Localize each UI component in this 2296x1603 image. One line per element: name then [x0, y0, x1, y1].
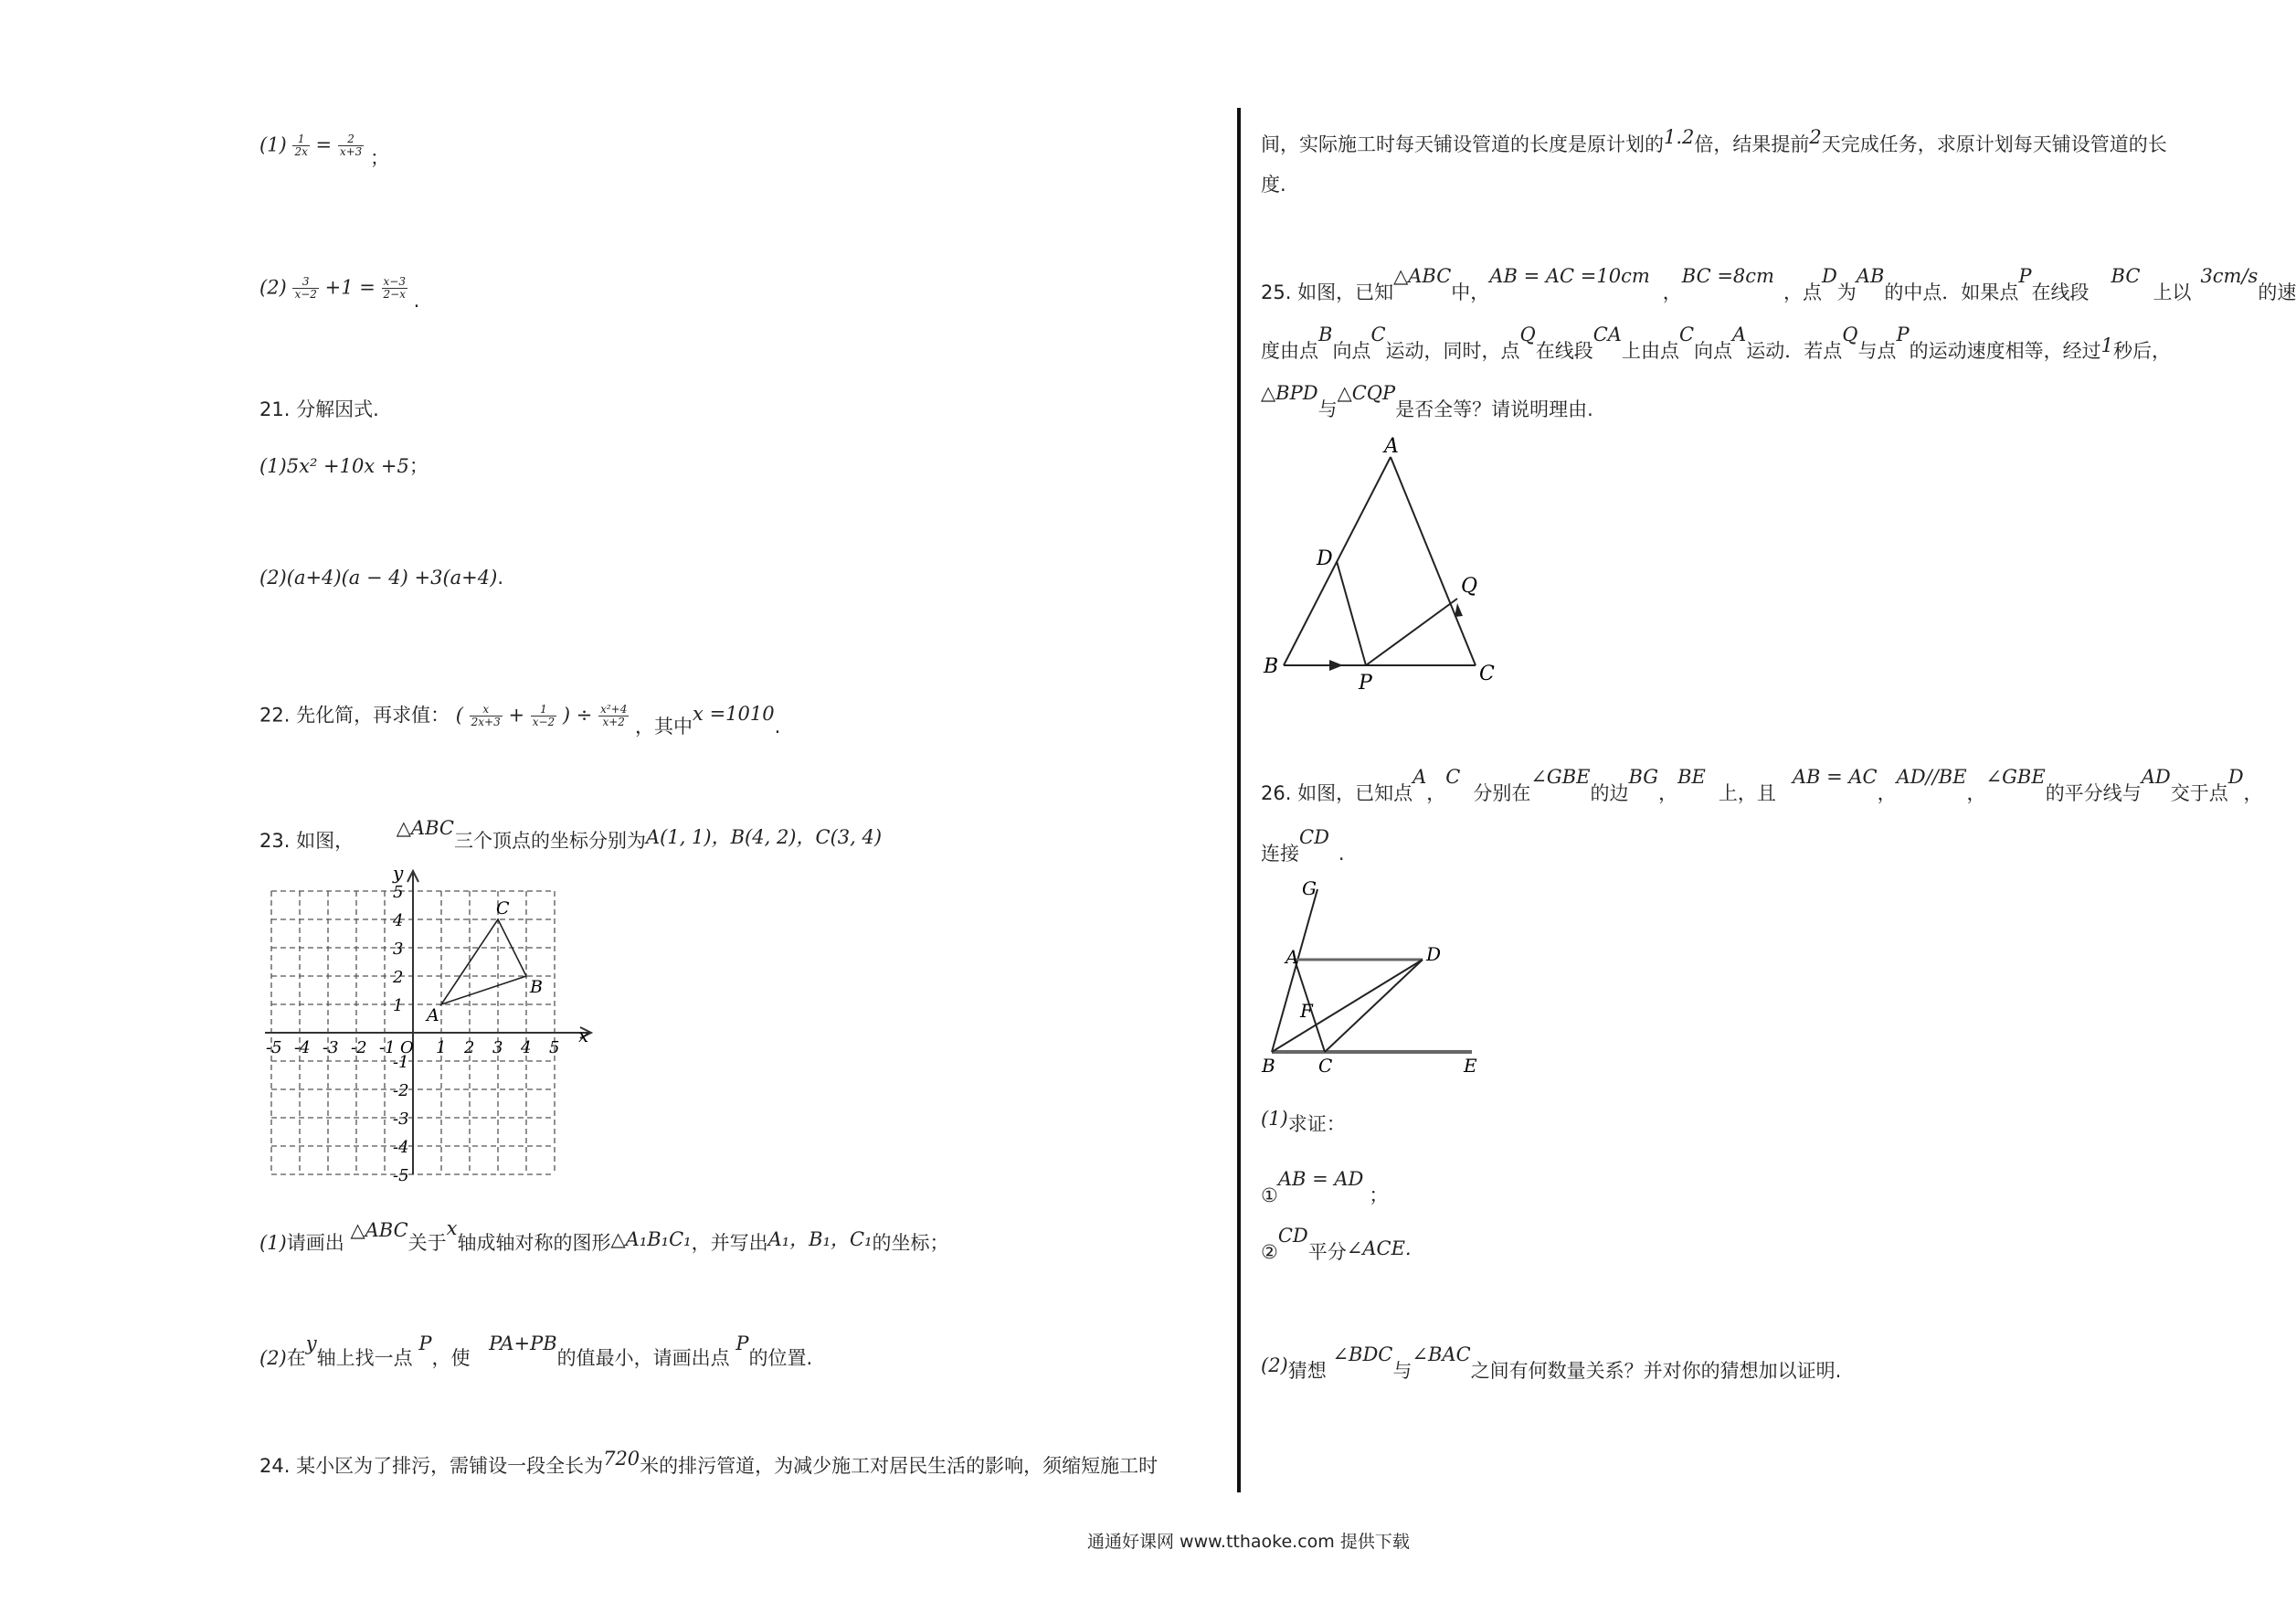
angle-gbe: ∠GBE — [1530, 766, 1591, 788]
text: ，并写出 — [691, 1232, 768, 1254]
equals: = — [315, 133, 333, 156]
q21-part1 — [259, 455, 429, 478]
q21-part2 — [259, 567, 503, 589]
text: 间，实际施工时每天铺设管道的长度是原计划的 — [1261, 133, 1664, 155]
text: 关于 — [407, 1232, 447, 1254]
triangle-cqp: △CQP — [1337, 382, 1396, 404]
q26-claim2 — [1261, 1225, 1412, 1264]
segment-bg: BG — [1628, 766, 1659, 788]
punct: ， — [1966, 782, 1986, 804]
figure-26-angle — [1256, 876, 1494, 1077]
point-b: B — [1318, 324, 1333, 345]
label-d: D — [1317, 547, 1333, 570]
point-p: P — [1896, 324, 1910, 345]
punct: . — [497, 567, 504, 589]
expression: PA+PB — [489, 1332, 557, 1354]
text: ，其中 — [635, 715, 693, 738]
q20-part1 — [259, 133, 389, 169]
text: 在 — [286, 1347, 306, 1369]
text: 的中点．如果点 — [1884, 281, 2019, 303]
speed: 3cm/s — [2200, 265, 2259, 287]
triangle-bpd: △BPD — [1261, 382, 1318, 404]
label-b: B — [1264, 655, 1279, 678]
x-tick-label: 2 — [464, 1038, 475, 1057]
point-c: C — [1370, 324, 1386, 345]
coordinate-grid — [260, 859, 608, 1185]
paren: ( — [455, 704, 463, 727]
text: 26. 如图，已知点 — [1261, 782, 1413, 804]
divide: ÷ — [576, 704, 593, 727]
triangle-name: △ABC — [1393, 265, 1452, 287]
arrow-bc — [1329, 660, 1343, 671]
footer: 通通好课网 www.tthaoke.com 提供下载 — [1087, 1532, 1410, 1552]
label-d: D — [1426, 943, 1442, 965]
text: 23. 如图， — [259, 830, 354, 852]
point-d: D — [1821, 265, 1837, 287]
figure-25-triangle — [1256, 430, 1512, 695]
punct: . — [774, 715, 781, 738]
label: (1) — [1261, 1108, 1288, 1130]
q20-part2-label: (2) — [259, 276, 287, 299]
segment-dp — [1337, 561, 1366, 665]
text: 上以 — [2153, 281, 2192, 303]
angle-ace: ∠ACE. — [1346, 1237, 1412, 1259]
triangle-abc — [441, 919, 526, 1004]
text: 向点 — [1332, 340, 1371, 362]
x-tick-label: 1 — [436, 1038, 447, 1057]
fraction: $\frac{1}{x-2}$ — [532, 703, 555, 729]
equation: AB = AD — [1277, 1168, 1364, 1190]
label-a: A — [1384, 435, 1399, 458]
text: 与 — [1317, 398, 1338, 420]
text: 轴成轴对称的图形 — [457, 1232, 611, 1254]
number: 2 — [1809, 126, 1822, 148]
q24-continued-line2: 度. — [1261, 174, 1286, 196]
segment-cd — [1325, 960, 1423, 1052]
label-b: B — [1262, 1055, 1275, 1077]
text: 交于点 — [2170, 782, 2228, 804]
segment-pq — [1366, 599, 1457, 665]
text: 米的排污管道，为减少施工对居民生活的影响，须缩短施工时 — [640, 1455, 1159, 1477]
label-c: C — [1318, 1055, 1333, 1077]
triangle-name: △ABC — [396, 817, 454, 839]
text: 在线段 — [2031, 281, 2090, 303]
label: (2) — [1261, 1354, 1288, 1376]
label-a: A — [1286, 946, 1299, 968]
number: 720 — [603, 1448, 640, 1470]
text: 度由点 — [1261, 340, 1318, 362]
y-tick-labels — [392, 883, 409, 1185]
number: 1 — [2100, 334, 2113, 356]
text: 运动．若点 — [1746, 340, 1843, 362]
y-tick-label: -3 — [393, 1109, 409, 1129]
y-tick-label: -1 — [393, 1053, 409, 1072]
punct: ， — [1783, 281, 1803, 303]
q26-claim1 — [1261, 1168, 1389, 1207]
y-tick-label: 1 — [393, 996, 404, 1015]
label-e: E — [1464, 1055, 1477, 1077]
plus-one: +1 = — [324, 276, 376, 299]
segment-ab: AB — [1856, 265, 1885, 287]
point-a: A — [1413, 766, 1427, 788]
points: A₁，B₁，C₁ — [767, 1228, 873, 1250]
q22 — [259, 702, 781, 738]
equation: AB = AC =10cm — [1489, 265, 1650, 287]
column-divider — [1237, 108, 1241, 1492]
punct: ； — [369, 146, 389, 169]
text: ，使 — [431, 1347, 471, 1369]
y-tick-label: -2 — [393, 1081, 409, 1100]
segment-ca: CA — [1592, 324, 1622, 345]
text: 轴上找一点 — [316, 1347, 413, 1369]
text: 之间有何数量关系？并对你的猜想加以证明. — [1470, 1360, 1842, 1382]
punct: ， — [1426, 782, 1446, 804]
text: 的值最小，请画出点 — [556, 1347, 730, 1369]
fraction: $\frac{x}{2x+3}$ — [471, 703, 501, 729]
fraction: $\frac{2}{x+3}$ — [339, 133, 363, 159]
text: 向点 — [1694, 340, 1733, 362]
text: 运动，同时，点 — [1385, 340, 1520, 362]
arrow-ca — [1455, 603, 1463, 617]
q20-part2 — [259, 275, 420, 312]
x-axis-label: x — [578, 1024, 589, 1046]
x-tick-label: -3 — [323, 1038, 339, 1057]
q23-part2 — [259, 1332, 813, 1370]
q25-line1 — [1261, 265, 2296, 304]
y-tick-label: 3 — [393, 940, 404, 959]
vertex-labels — [425, 898, 543, 1025]
coordinates: A(1, 1)，B(4, 2)，C(3, 4) — [645, 826, 883, 848]
condition: x =1010 — [693, 702, 775, 725]
point-c: C — [1445, 766, 1461, 788]
q23-lead — [259, 817, 883, 853]
punct: . — [413, 289, 420, 312]
q26-line2 — [1261, 826, 1345, 865]
punct: ， — [2243, 782, 2263, 804]
text: 的边 — [1590, 782, 1629, 804]
q24-continued-line1 — [1261, 126, 2167, 156]
y-axis-label: y — [393, 862, 404, 884]
angle-bdc: ∠BDC — [1332, 1343, 1393, 1365]
y-tick-label: 5 — [393, 883, 404, 902]
q23-part1 — [259, 1217, 949, 1255]
y-tick-label: -4 — [393, 1138, 409, 1157]
label-f: F — [1300, 1000, 1313, 1022]
segment-bc: BC — [2111, 265, 2141, 287]
text: 上由点 — [1621, 340, 1679, 362]
x-tick-label: -2 — [351, 1038, 367, 1057]
text: 平分 — [1307, 1241, 1347, 1263]
text: 25. 如图，已知 — [1261, 281, 1394, 303]
label: (2) — [259, 1347, 287, 1369]
y-tick-label: 2 — [393, 968, 404, 987]
q22-lead: 22. 先化简，再求值： — [259, 704, 450, 727]
punct: ， — [1658, 782, 1678, 804]
text: 中， — [1451, 281, 1490, 303]
expression: (2)(a+4)(a − 4) +3(a+4) — [259, 567, 498, 589]
x-tick-label: -1 — [379, 1038, 396, 1057]
expression: (1)5x² +10x +5 — [259, 455, 409, 477]
segment-ad: AD — [2141, 766, 2171, 788]
angle-bac: ∠BAC — [1412, 1343, 1471, 1365]
point-q: Q — [1519, 324, 1536, 345]
text: 上，且 — [1718, 782, 1776, 804]
point-d: D — [2227, 766, 2244, 788]
text: 连接 — [1261, 843, 1299, 865]
segment-ac — [1391, 457, 1476, 665]
angle-gbe: ∠GBE — [1985, 766, 2046, 788]
q26-part1 — [1261, 1108, 1346, 1136]
q24-lead — [259, 1448, 1159, 1478]
text: 的速 — [2258, 281, 2296, 303]
x-tick-label: 5 — [549, 1038, 560, 1057]
text: 在线段 — [1535, 340, 1593, 362]
q20-part1-label: (1) — [259, 133, 287, 156]
point-q: Q — [1842, 324, 1858, 345]
text: 求证： — [1287, 1113, 1346, 1135]
x-tick-labels — [266, 1038, 559, 1057]
q26-part2 — [1261, 1343, 1842, 1383]
point-p: P — [735, 1332, 749, 1354]
segment-cd: CD — [1299, 826, 1329, 848]
fraction: $\frac{x-3}{2-x}$ — [383, 275, 406, 302]
x-tick-label: -5 — [266, 1038, 282, 1057]
punct: ； — [408, 455, 429, 477]
q25-line3 — [1261, 382, 1593, 421]
plus: + — [508, 704, 525, 727]
paren: ) — [562, 704, 571, 727]
equation: AB = AC — [1792, 766, 1878, 788]
text: 是否全等？请说明理由. — [1395, 398, 1593, 420]
text: 与点 — [1857, 340, 1897, 362]
triangle-name: △ABC — [350, 1219, 408, 1241]
x-tick-label: O — [400, 1038, 414, 1057]
point-a: A — [1732, 324, 1747, 345]
punct: ， — [1662, 281, 1682, 303]
text: 天完成任务，求原计划每天铺设管道的长 — [1821, 133, 2167, 155]
y-tick-label: -5 — [393, 1166, 409, 1185]
point-c: C — [1678, 324, 1695, 345]
x-tick-label: 3 — [492, 1038, 503, 1057]
x-tick-label: 4 — [521, 1038, 532, 1057]
circled-two: ② — [1261, 1241, 1278, 1263]
vertex-label-c: C — [496, 898, 510, 918]
text: 点 — [1802, 281, 1822, 303]
q26-line1 — [1261, 766, 2263, 805]
text: 的位置. — [748, 1347, 813, 1369]
text: 的平分线与 — [2045, 782, 2142, 804]
segment-cd: CD — [1277, 1225, 1308, 1247]
reflected-triangle: △A₁B₁C₁ — [610, 1228, 692, 1250]
text: 秒后， — [2112, 340, 2171, 362]
text: 分别在 — [1473, 782, 1531, 804]
text: 猜想 — [1287, 1360, 1327, 1382]
vertex-label-a: A — [427, 1005, 439, 1025]
text: 的运动速度相等，经过 — [1909, 340, 2101, 362]
label-p: P — [1359, 672, 1372, 695]
fraction: $\frac{1}{2x}$ — [294, 133, 308, 159]
text: 请画出 — [286, 1232, 344, 1254]
punct: . — [1338, 843, 1345, 865]
y-tick-label: 4 — [393, 911, 404, 930]
text: 与 — [1392, 1360, 1413, 1382]
y-var: y — [305, 1332, 317, 1354]
punct: ； — [1369, 1184, 1389, 1206]
x-var: x — [446, 1217, 458, 1239]
text: 24. 某小区为了排污，需铺设一段全长为 — [259, 1455, 604, 1477]
point-p: P — [2018, 265, 2032, 287]
equation: BC =8cm — [1681, 265, 1774, 287]
point-p: P — [418, 1332, 432, 1354]
segment-be: BE — [1677, 766, 1706, 788]
punct: ， — [1877, 782, 1897, 804]
label-c: C — [1479, 663, 1495, 685]
q21-title: 21. 分解因式. — [259, 398, 379, 420]
text: 的坐标； — [872, 1232, 949, 1254]
text: 三个顶点的坐标分别为 — [453, 830, 646, 852]
text: 为 — [1836, 281, 1857, 303]
label: (1) — [259, 1232, 287, 1254]
label-q: Q — [1461, 575, 1478, 598]
parallel: AD//BE — [1896, 766, 1967, 788]
label-g: G — [1302, 877, 1317, 899]
q25-line2 — [1261, 324, 2171, 363]
x-tick-label: -4 — [294, 1038, 311, 1057]
fraction: $\frac{\text{x²+4}}{x+2}$ — [600, 703, 628, 729]
circled-one: ① — [1261, 1184, 1278, 1206]
fraction: $\frac{3}{x-2}$ — [294, 275, 317, 302]
number: 1.2 — [1664, 126, 1695, 148]
vertex-label-b: B — [530, 977, 543, 997]
text: 倍，结果提前 — [1694, 133, 1810, 155]
